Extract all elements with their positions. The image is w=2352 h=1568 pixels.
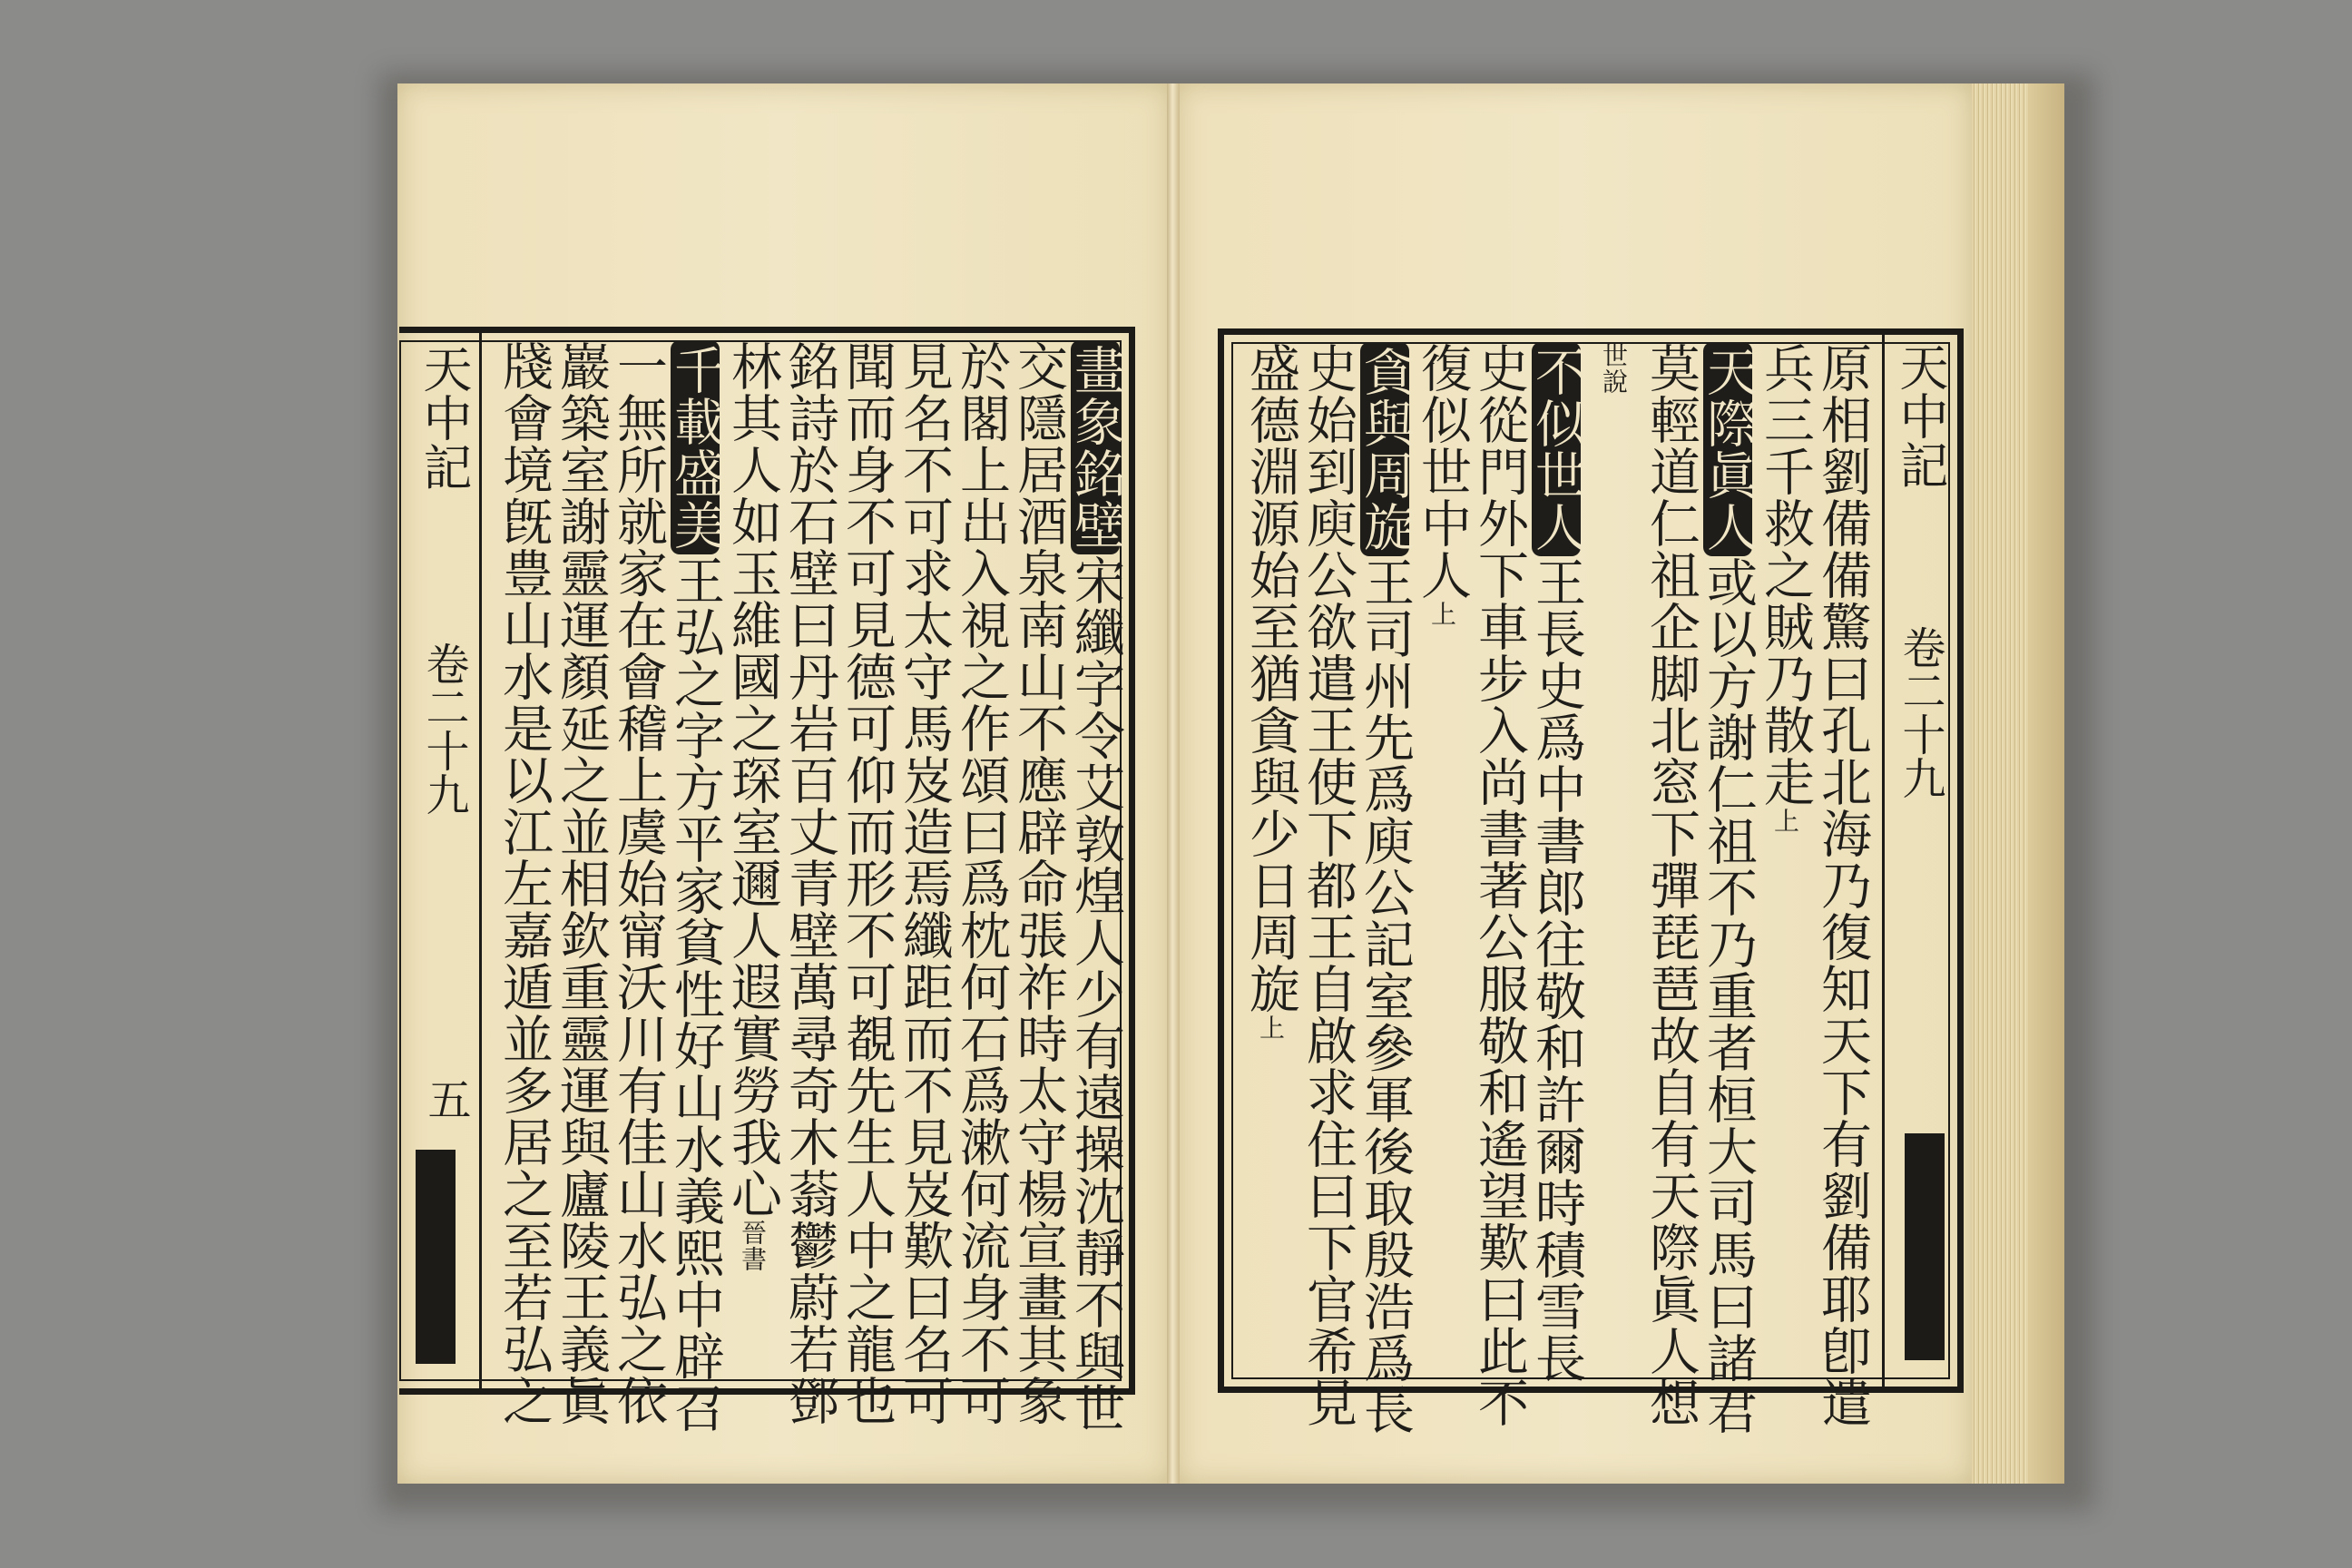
gutter-divider	[479, 333, 482, 1388]
column-text: 或以方謝仁祖不乃重者桓大司馬曰諸君	[1699, 556, 1758, 1436]
source-note: 上	[1770, 808, 1800, 834]
text-column	[1527, 342, 1586, 1384]
column-text: 盛德淵源始至猶貪與少日周旋	[1241, 342, 1300, 1014]
column-text: 林其人如玉維國之琛室邇人遐實勞我心	[723, 340, 782, 1220]
right-gutter-fishtail-marker	[1905, 1133, 1945, 1360]
source-note: 上	[1427, 601, 1457, 627]
text-column	[1813, 342, 1872, 1428]
text-column	[1009, 340, 1068, 1426]
column-text: 王長史爲中書郎往敬和許爾時積雪長	[1527, 556, 1586, 1384]
text-column	[609, 340, 668, 1426]
text-column	[495, 340, 554, 1426]
left-gutter-title: 天中記	[416, 344, 473, 491]
book-edge-back	[2028, 83, 2064, 1484]
book-spine	[1167, 83, 1180, 1484]
text-column	[1413, 342, 1472, 627]
column-text: 宋纖字令艾敦煌人少有遠操沈靜不與世	[1066, 554, 1125, 1434]
text-column	[666, 340, 725, 1434]
text-column	[1066, 340, 1125, 1434]
column-text: 莫輕道仁祖企脚北窓下彈琵琶故自有天際眞人想	[1642, 342, 1700, 1428]
text-column	[552, 340, 611, 1426]
text-column	[780, 340, 839, 1426]
right-text-frame	[1218, 328, 1964, 1436]
text-column	[1589, 342, 1638, 395]
column-text: 一無所就家在會稽上虞始甯沃川有佳山水弘之依	[609, 340, 668, 1426]
text-column	[723, 340, 782, 1272]
column-text: 史始到庾公欲遣王使下都王自啟求住曰下官希見	[1298, 342, 1357, 1428]
text-column	[1642, 342, 1700, 1428]
text-column	[952, 340, 1011, 1426]
gutter-divider	[1882, 335, 1885, 1387]
column-text: 於閣上出入視之作頌曰爲枕何石爲漱何流身不可	[952, 340, 1011, 1426]
entry-heading: 貪與周旋	[1360, 342, 1409, 556]
column-text: 交隱居酒泉南山不應辟命張祚時太守楊宣畫其象	[1009, 340, 1068, 1426]
left-gutter-volume: 卷二十九	[418, 642, 469, 816]
column-text: 聞而身不可見德可仰而形不可覩先生人中之龍也	[838, 340, 897, 1426]
text-column	[1699, 342, 1758, 1436]
text-column	[895, 340, 954, 1426]
source-note: 晉書	[738, 1220, 768, 1272]
column-text: 王司州先爲庾公記室參軍後取殷浩爲長	[1356, 556, 1415, 1436]
column-text: 見名不可求太守馬岌造焉纖距而不見岌歎曰名可	[895, 340, 954, 1426]
left-gutter-fishtail-marker	[416, 1150, 456, 1364]
column-text: 巖築室謝靈運顏延之並相欽重靈運與廬陵王義眞	[552, 340, 611, 1426]
entry-heading: 千載盛美	[671, 340, 720, 554]
text-column	[1470, 342, 1529, 1428]
source-note: 上	[1256, 1014, 1286, 1041]
column-text: 史從門外下車步入尚書著公服敬和遙望歎曰此不	[1470, 342, 1529, 1428]
book-page-edges	[1972, 83, 2028, 1484]
left-text-frame	[399, 327, 1135, 1434]
entry-heading: 不似世人	[1532, 342, 1581, 556]
column-text: 牋會境旣豊山水是以江左嘉遁並多居之至若弘之	[495, 340, 554, 1426]
text-column	[1356, 342, 1415, 1436]
text-column	[1756, 342, 1815, 834]
source-note: 世說	[1599, 342, 1629, 395]
text-column	[1298, 342, 1357, 1428]
text-column	[1241, 342, 1300, 1041]
entry-heading: 畫象銘壁	[1071, 340, 1120, 554]
column-text: 復似世中人	[1413, 342, 1472, 601]
column-text: 銘詩於石壁曰丹岩百丈青壁萬尋奇木蓊鬱蔚若鄧	[780, 340, 839, 1426]
entry-heading: 天際眞人	[1703, 342, 1752, 556]
column-text: 王弘之字方平家貧性好山水義熙中辟召	[666, 554, 725, 1434]
text-column	[838, 340, 897, 1426]
column-text: 原相劉備備驚曰孔北海乃復知天下有劉備耶卽遣	[1813, 342, 1872, 1428]
left-gutter-folio: 五	[420, 1077, 471, 1121]
right-gutter-volume: 卷二十九	[1895, 625, 1945, 799]
column-text: 兵三千救之賊乃散走	[1756, 342, 1815, 808]
right-gutter-title: 天中記	[1892, 342, 1949, 489]
